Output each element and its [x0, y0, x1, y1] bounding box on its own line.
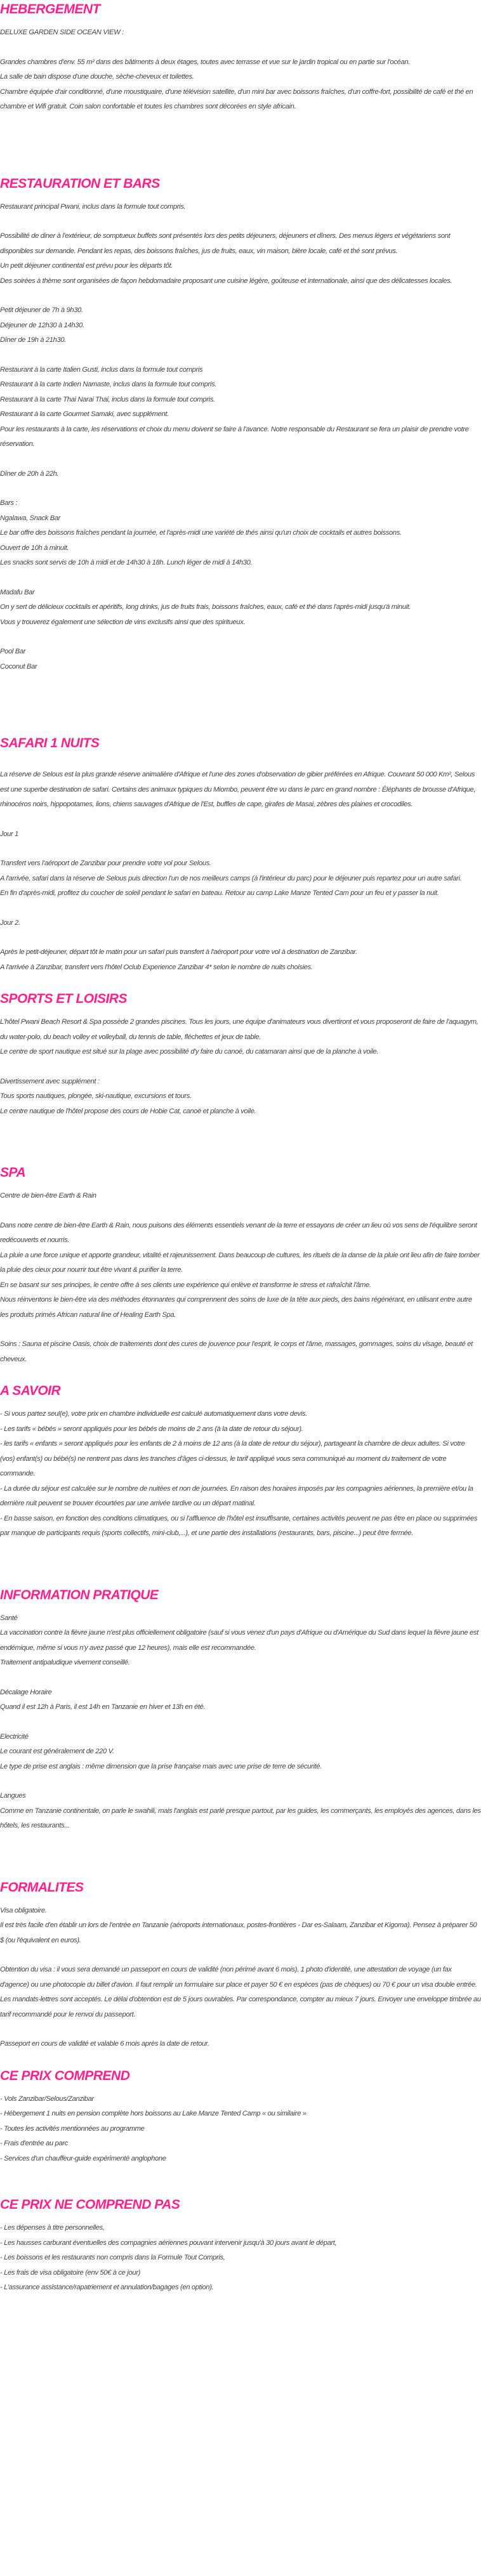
paragraph: Visa obligatoire. — [0, 1906, 47, 1914]
paragraph: Vous y trouverez également une sélection de vins exclusifs ainsi que des spiritueux. — [0, 618, 246, 626]
paragraph: Le centre nautique de l'hôtel propose des cours de Hobie Cat, canoë et planche à voile. — [0, 1107, 256, 1115]
paragraph: Les snacks sont servis de 10h à midi et de 14h30 à 18h. Lunch léger de midi à 14h30. — [0, 559, 253, 566]
section-safari — [0, 734, 481, 975]
section-hebergement — [0, 0, 481, 115]
section-title-hebergement: HEBERGEMENT — [0, 2, 100, 16]
paragraph: Après le petit-déjeuner, départ tôt le matin pour un safari puis transfert à l'aéroport pour votre vol à destination de Zanzibar. — [0, 948, 357, 956]
list-item: - L'assurance assistance/rapatriement et annulation/bagages (en option). — [0, 2284, 214, 2291]
day-label: Jour 1 — [0, 830, 18, 838]
paragraph: Le bar offre des boissons fraîches pendant la journée, et l'après-midi une variété de thés ainsi qu'un choix de cocktails et autres boissons. — [0, 529, 402, 537]
paragraph: Le type de prise est anglais : même dimension que la prise française mais avec une prise de terre de sécurité. — [0, 1762, 322, 1770]
paragraph: Restaurant principal Pwani, inclus dans la formule tout compris. — [0, 202, 186, 211]
paragraph: En se basant sur ses principes, le centre offre à ses clients une expérience qui enlève et transforme le stress et rafraîchit l'âme. — [0, 1281, 371, 1289]
list-item: - Frais d'entrée au parc — [0, 2140, 68, 2147]
section-a-savoir — [0, 1382, 481, 1541]
paragraph: Obtention du visa : il vous sera demandé un passeport en cours de validité (non périmé avant 6 mois), 1 photo d'identité, une attestation de voyage (un fax d'agence) ou une photocopie du billet d'avion. Il faut remplir un formulaire sur place et payer 50 € en espèces (pas de chèques) ou 70 € pour un visa double entrée. Les mandats-lettres sont acceptés. Le délai d'obtention est de 5 jours ouvrables. Par correspondance, compter au mieux 7 jours. Envoyer une enveloppe timbrée au tarif recommandé pour le renvoi du passeport. — [0, 1966, 481, 2018]
section-title-a-savoir: A SAVOIR — [0, 1383, 61, 1398]
subheading: Santé — [0, 1614, 18, 1622]
paragraph: A l'arrivée, safari dans la réserve de Selous puis direction l'un de nos meilleurs camps (à l'intérieur du parc) pour le déjeuner puis repartez pour un autre safari. — [0, 874, 462, 882]
section-sports — [0, 990, 481, 1119]
paragraph: Possibilité de diner à l'extérieur, de somptueux buffets sont présentés lors des petits déjeuners, déjeuners et dîners. Des menus légers et végétariens sont disponibles sur demande. Pendant les repas, des boissons fraîches, jus de fruits, eaux, vin maison, bière locale, café et thé sont prévus. — [0, 232, 451, 255]
paragraph: La pluie a une force unique et apporte grandeur, vitalité et rajeunissement. Dans beaucoup de cultures, les rituels de la danse de la pluie ont lieu afin de faire tomber la pluie des cieux pour nourrir tout être vivant & purifier la terre. — [0, 1251, 480, 1274]
section-title-sports: SPORTS ET LOISIRS — [0, 991, 127, 1006]
section-title-spa: SPA — [0, 1165, 26, 1180]
list-item: - Les frais de visa obligatoire (env 50€ à ce jour) — [0, 2268, 140, 2277]
list-item: - Les dépenses à titre personnelles, — [0, 2224, 105, 2232]
section-title-safari: SAFARI 1 NUITS — [0, 736, 100, 750]
spa-name: Centre de bien-être Earth & Rain — [0, 1192, 96, 1200]
list-item: - Hébergement 1 nuits en pension complète hors boissons au Lake Manze Tented Camp « ou similaire » — [0, 2110, 306, 2117]
paragraph: Dans notre centre de bien-être Earth & Rain, nous puisons des éléments essentiels venant de la terre et essayons de créer un lieu où vos sens de l'équilibre seront redécouverts et nourris. — [0, 1221, 477, 1244]
bar-name: Coconut Bar — [0, 662, 37, 670]
list-item: - Si vous partez seul(e), votre prix en chambre individuelle est calculé automatiquement dans votre devis. — [0, 1410, 307, 1418]
paragraph: Le courant est généralement de 220 V. — [0, 1748, 114, 1755]
bar-name: Pool Bar — [0, 648, 26, 655]
paragraph: Des soirées à thème sont organisées de façon hebdomadaire proposant une cuisine légère, goûteuse et internationale, ainsi que des délicatesses locales. — [0, 277, 452, 285]
room-type: DELUXE GARDEN SIDE OCEAN VIEW : — [0, 29, 124, 36]
list-item: - Toutes les activités mentionnées au programme — [0, 2124, 145, 2133]
paragraph: Un petit déjeuner continental est prévu pour les départs tôt. — [0, 262, 173, 270]
paragraph: Transfert vers l'aéroport de Zanzibar pour prendre votre vol pour Selous. — [0, 860, 211, 867]
list-item: - Les hausses carburant éventuelles des compagnies aériennes pouvant intervenir jusqu'à 30 jours avant le départ, — [0, 2239, 337, 2247]
paragraph: Ouvert de 10h à minuit. — [0, 544, 69, 552]
list-item: - Vols Zanzibar/Selous/Zanzibar — [0, 2095, 94, 2103]
paragraph: Passeport en cours de validité et valable 6 mois après la date de retour. — [0, 2040, 209, 2048]
section-title-information: INFORMATION PRATIQUE — [0, 1587, 159, 1602]
section-title-restauration: RESTAURATION ET BARS — [0, 176, 160, 191]
restaurant-item: Restaurant à la carte Gourmet Samaki, avec supplément. — [0, 410, 169, 418]
section-title-prix-ne-comprend-pas: CE PRIX NE COMPREND PAS — [0, 2197, 180, 2212]
paragraph: On y sert de délicieux cocktails et apéritifs, long drinks, jus de fruits frais, boissons fraîches, eaux, café et thé dans l'après-midi jusqu'à minuit. — [0, 603, 411, 611]
list-item: - Les tarifs « bébés » seront appliqués pour les bébés de moins de 2 ans (à la date de retour du séjour). — [0, 1425, 303, 1433]
paragraph: La réserve de Selous est la plus grande réserve animalière d'Afrique et l'une des zones d'observation de gibier préférées en Afrique. Couvrant 50 000 Km², Selous est une superbe destination de safari. Certains des animaux typiques du Miombo, peuvent être vu dans le parc en grand nombre : Éléphants de brousse d'Afrique, rhinocéros noirs, hippopotames, lions, chiens sauvages d'Afrique de l'Est, buffles de cape, girafes de Masai, zèbres des plaines et crocodiles. — [0, 771, 476, 808]
restaurant-item: Restaurant à la carte Italien Gusti, inclus dans la formule tout compris — [0, 365, 203, 374]
paragraph: Traitement antipaludique vivement conseillé. — [0, 1659, 130, 1666]
paragraph: L'hôtel Pwani Beach Resort & Spa possède 2 grandes piscines. Tous les jours, une équipe d'animateurs vous divertiront et vous proposeront de faire de l'aquagym, du water-polo, du beach volley et volleyball, du tennis de table, fléchettes et jeux de table. — [0, 1018, 478, 1041]
bars-label: Bars : — [0, 499, 18, 507]
paragraph: Divertissement avec supplément : — [0, 1077, 100, 1085]
paragraph: Soins : Sauna et piscine Oasis, choix de traitements dont des cures de jouvence pour l'esprit, le corps et l'âme, massages, gommages, soins du visage, beauté et cheveux. — [0, 1340, 473, 1363]
section-restauration — [0, 174, 481, 675]
paragraph: La salle de bain dispose d'une douche, sèche-cheveux et toilettes. — [0, 73, 194, 81]
day-label: Jour 2. — [0, 919, 20, 927]
paragraph: En fin d'après-midi, profitez du coucher de soleil pendant le safari en bateau. Retour au camp Lake Manze Tented Cam pour un feu et y passer la nuit. — [0, 889, 439, 897]
meal-hours: Petit déjeuner de 7h à 9h30. — [0, 306, 83, 314]
paragraph: Comme en Tanzanie continentale, on parle le swahili, mais l'anglais est parlé presque partout, par les guides, les commerçants, les employés des agences, dans les hôtels, les restaurants... — [0, 1807, 481, 1829]
section-title-formalites: FORMALITES — [0, 1880, 84, 1895]
paragraph: Le centre de sport nautique est situé sur la plage avec possibilité d'y faire du canoé, du catamaran ainsi que de la planche à voile. — [0, 1048, 379, 1056]
section-spa — [0, 1163, 481, 1367]
meal-hours: Dîner de 19h à 21h30. — [0, 336, 66, 344]
paragraph: Chambre équipée d'air conditionné, d'une moustiquaire, d'une télévision satellite, d'un mini bar avec boissons fraîches, d'un coffre-fort, possibilité de café et thé en chambre et Wifi gratuit. Coin salon confortable et toutes les chambres sont décorées en style africain. — [0, 88, 473, 110]
section-title-prix-comprend: CE PRIX COMPREND — [0, 2068, 130, 2083]
bar-name: Ngalawa, Snack Bar — [0, 514, 61, 522]
restaurant-item: Restaurant à la carte Indien Namaste, inclus dans la formule tout compris. — [0, 381, 216, 388]
paragraph: La vaccination contre la fièvre jaune n'est plus officiellement obligatoire (sauf si vous venez d'un pays d'Afrique ou d'Amérique du Sud dans lequel la fièvre jaune est endémique, même si vous n'y avez passé que 12 heures), mais elle est recommandée. — [0, 1629, 478, 1652]
section-prix-ne-comprend-pas — [0, 2195, 481, 2296]
subheading: Langues — [0, 1792, 26, 1800]
subheading: Décalage Horaire — [0, 1688, 52, 1696]
list-item: - Les boissons et les restaurants non compris dans la Formule Tout Compris, — [0, 2254, 225, 2261]
list-item: - Services d'un chauffeur-guide expérimenté anglophone — [0, 2154, 166, 2162]
paragraph: Tous sports nautiques, plongée, ski-nautique, excursions et tours. — [0, 1092, 192, 1100]
meal-hours: Dîner de 20h à 22h. — [0, 469, 59, 478]
restaurant-item: Restaurant à la carte Thai Narai Thai, inclus dans la formule tout compris. — [0, 395, 215, 403]
meal-hours: Déjeuner de 12h30 à 14h30. — [0, 321, 84, 329]
subheading: Electricité — [0, 1732, 29, 1741]
bar-name: Madafu Bar — [0, 588, 35, 596]
list-item: - La durée du séjour est calculée sur le nombre de nuitées et non de journées. En raison des horaires imposés par les compagnies aériennes, la première et/ou la dernière nuit peuvent se trouver écourtées par une arrivée tardive ou un départ matinal. — [0, 1484, 473, 1507]
paragraph: Pour les restaurants à la carte, les réservations et choix du menu doivent se faire à l'avance. Notre responsable du Restaurant se fera un plaisir de prendre votre réservation. — [0, 425, 469, 448]
list-item: - En basse saison, en fonction des conditions climatiques, ou si l'affluence de l'hôtel est insuffisante, certaines activités peuvent ne pas être en place ou supprimées par manque de participants requis (sports collectifs, mini-club,...), et une partie des installations (restaurants, bars, piscine...) peut être fermée. — [0, 1514, 478, 1537]
paragraph: A l'arrivée à Zanzibar, transfert vers l'hôtel Oclub Experience Zanzibar 4* selon le nombre de nuits choisies. — [0, 963, 313, 971]
section-prix-comprend — [0, 2067, 481, 2167]
section-formalites — [0, 1878, 481, 2052]
section-information-pratique — [0, 1586, 481, 1834]
paragraph: Grandes chambres d'env. 55 m² dans des bâtiments à deux étages, toutes avec terrasse et vue sur le jardin tropical ou en partie sur l'océan. — [0, 58, 410, 66]
list-item: - les tarifs « enfants » seront appliqués pour les enfants de 2 à moins de 12 ans (à la date de retour du séjour), partageant la chambre de deux adultes. Si votre (vos) enfant(s) ou bébé(s) ne rentrent pas dans les tranches d'âges ci-dessus, le tarif appliqué vous sera communiqué au moment du traitement de votre commande. — [0, 1440, 465, 1477]
paragraph: Il est très facile d'en établir un lors de l'entrée en Tanzanie (aéroports internationaux, postes-frontières - Dar es-Salaam, Zanzibar et Kigoma). Pensez à préparer 50 $ (ou l'équivalent en euros). — [0, 1921, 477, 1944]
paragraph: Nous réinventons le bien-être via des méthodes étonnantes qui comprennent des soins de luxe de la tête aux pieds, des bains régénérant, en utilisant entre autre les produits primés African natural line of Healing Earth Spa. — [0, 1296, 472, 1319]
paragraph: Quand il est 12h à Paris, il est 14h en Tanzanie en hiver et 13h en été. — [0, 1703, 206, 1711]
